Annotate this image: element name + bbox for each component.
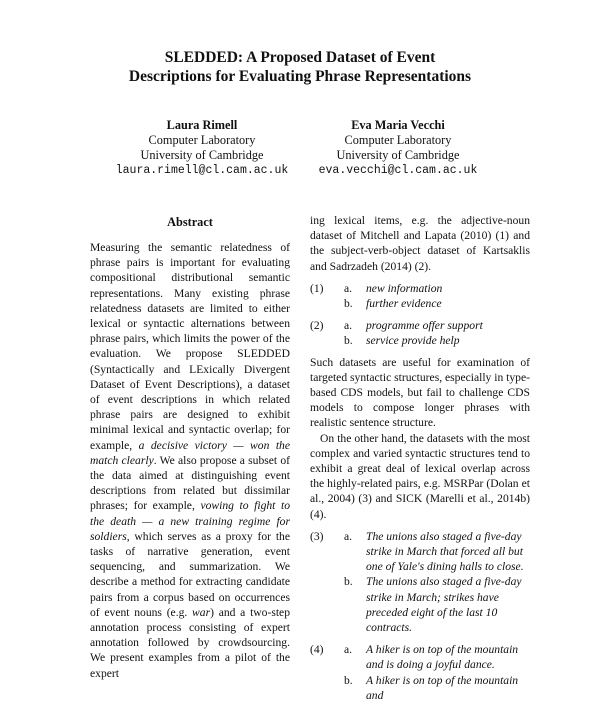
- author-block-2: [288, 118, 508, 178]
- example-number: (4): [310, 643, 324, 657]
- example-phrase: vowing to fight to the death — a new training regime for soldiers: [90, 499, 291, 543]
- paper-title: [0, 48, 600, 86]
- author-name: Laura Rimell: [166, 118, 238, 132]
- example-text: The unions also staged a five-day strike in March; strikes have preceded eight of the last 10 contracts.: [366, 575, 522, 635]
- example-text: new information: [366, 281, 443, 295]
- body-paragraph: ing lexical items, e.g. the adjective-noun dataset of Mitchell and Lapata (2010) (1) and the subject-verb-object dataset of Kartsaklis and Sadrzadeh (2014) (2).: [310, 214, 530, 273]
- example-2: (2) a. programme offer support b. service provide help: [310, 318, 530, 348]
- title-line-1: SLEDDED: A Proposed Dataset of Event: [164, 49, 436, 66]
- abstract-paragraph: Measuring the semantic relatedness of phrase pairs is important for evaluating compositional distributional semantic representations. Many existing phrase relatedness datasets are limited to either lexical or syntactic alternations between phrase pairs, which limits the power of the evaluation. We propose SLEDDED (Syntactically and LExically Divergent Dataset of Event Descriptions), a dataset of event descriptions in which related phrase pairs are designed to exhibit minimal lexical and syntactic overlap; for example, a decisive victory — won the match clearly. We also propose a subset of the data aimed at distinguishing event descriptions from related but dissimilar phrases; for example, vowing to fight to the death — a new training regime for soldiers, which serves as a proxy for the tasks of narrative generation, event sequencing, and summarization. We describe a method for extracting candidate pairs from a corpus based on occurrences of event nouns (e.g. war) and a two-step annotation process consisting of expert annotation followed by crowdsourcing. We present examples from a pilot of the expert: [90, 241, 291, 680]
- example-phrase: a decisive victory — won the match clearly: [90, 438, 290, 467]
- body-paragraph: On the other hand, the datasets with the most complex and varied syntactic structures tend to exhibit a great deal of lexical overlap across the highly-related pairs, e.g. MSRPar (Dolan et al., 2004) (3) and SICK (Marelli et al., 2014b) (4).: [310, 431, 530, 521]
- example-3: (3) a. The unions also staged a five-day strike in March that forced all but one of Yale's dining halls to close. b. The unions also staged a five-day strike in March; strikes have preceded eight of the last 10 contracts.: [310, 529, 530, 635]
- author-institution: University of Cambridge: [336, 148, 460, 162]
- example-number: (3): [310, 529, 324, 543]
- example-text: programme offer support: [366, 319, 483, 333]
- example-text: service provide help: [366, 334, 460, 348]
- abstract-body: [90, 240, 290, 681]
- example-number: (2): [310, 319, 324, 333]
- right-column: [310, 213, 530, 703]
- example-text: The unions also staged a five-day strike in March that forced all but one of Yale's dining halls to close.: [366, 529, 524, 574]
- example-number: (1): [310, 281, 324, 295]
- example-1: (1) a. new information b. further evidence: [310, 281, 530, 311]
- example-text: A hiker is on top of the mountain and is doing a joyful dance.: [366, 643, 519, 672]
- example-4: (4) a. A hiker is on top of the mountain and is doing a joyful dance. b. A hiker is on top of the mountain and: [310, 642, 530, 703]
- author-email: eva.vecchi@cl.cam.ac.uk: [318, 164, 478, 177]
- author-block-1: [92, 118, 312, 178]
- author-name: Eva Maria Vecchi: [351, 118, 445, 132]
- example-text: further evidence: [366, 297, 442, 311]
- example-text: A hiker is on top of the mountain and: [366, 673, 519, 702]
- author-affiliation: Computer Laboratory: [344, 133, 452, 147]
- author-affiliation: Computer Laboratory: [148, 133, 256, 147]
- body-paragraph: Such datasets are useful for examination of targeted syntactic structures, especially in type-based CDS models, but fail to challenge CDS models to compose longer phrases with realistic sentence structure.: [310, 355, 530, 430]
- author-institution: University of Cambridge: [140, 148, 264, 162]
- title-line-2: Descriptions for Evaluating Phrase Representations: [128, 68, 472, 85]
- example-phrase: war: [192, 605, 211, 619]
- author-email: laura.rimell@cl.cam.ac.uk: [115, 164, 289, 177]
- abstract-heading: Abstract: [167, 215, 213, 229]
